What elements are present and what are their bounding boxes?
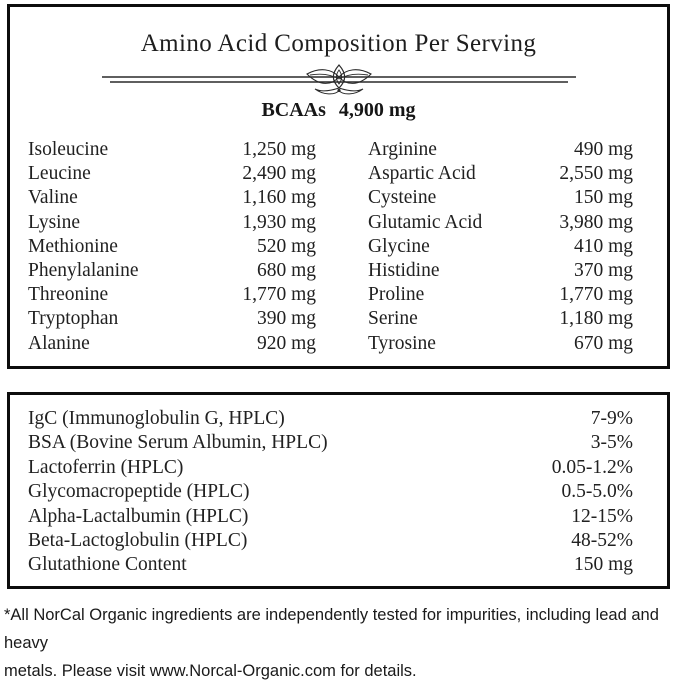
flourish-divider-icon bbox=[102, 64, 576, 96]
table-row bbox=[28, 332, 316, 356]
amino-acid-name: Histidine bbox=[368, 259, 440, 281]
amino-acid-amount: 2,490 mg bbox=[242, 163, 316, 185]
fraction-amount: 12-15% bbox=[571, 505, 633, 527]
table-row bbox=[28, 162, 316, 186]
table-row bbox=[28, 480, 633, 504]
amino-acid-name: Cysteine bbox=[368, 187, 437, 209]
fraction-name: BSA (Bovine Serum Albumin, HPLC) bbox=[28, 432, 328, 454]
amino-acid-amount: 1,180 mg bbox=[559, 308, 633, 330]
amino-acid-name: Serine bbox=[368, 308, 418, 330]
amino-acid-amount: 1,770 mg bbox=[242, 284, 316, 306]
amino-acid-amount: 2,550 mg bbox=[559, 163, 633, 185]
table-row bbox=[28, 553, 633, 577]
amino-acid-amount: 1,770 mg bbox=[559, 284, 633, 306]
table-row bbox=[28, 138, 316, 162]
table-row bbox=[28, 529, 633, 553]
table-row bbox=[368, 211, 633, 235]
lotus-ornament-icon bbox=[307, 65, 371, 94]
amino-acid-column-left bbox=[28, 138, 316, 356]
table-row bbox=[28, 307, 316, 331]
amino-acid-name: Methionine bbox=[28, 235, 118, 257]
amino-acid-name: Threonine bbox=[28, 284, 109, 306]
table-row bbox=[28, 505, 633, 529]
bcaa-total bbox=[10, 99, 667, 122]
fraction-amount: 0.5-5.0% bbox=[561, 481, 633, 503]
protein-fractions-panel bbox=[7, 392, 670, 589]
table-row bbox=[368, 283, 633, 307]
table-row bbox=[28, 186, 316, 210]
protein-fractions-list bbox=[28, 407, 633, 578]
table-row bbox=[368, 259, 633, 283]
fraction-name: IgC (Immunoglobulin G, HPLC) bbox=[28, 408, 285, 429]
table-row bbox=[28, 211, 316, 235]
amino-acid-name: Valine bbox=[28, 187, 78, 209]
bcaa-label: BCAAs bbox=[261, 99, 326, 121]
fraction-name: Lactoferrin (HPLC) bbox=[28, 456, 184, 478]
amino-acid-name: Alanine bbox=[28, 332, 90, 354]
amino-acid-name: Leucine bbox=[28, 163, 91, 185]
table-row bbox=[368, 162, 633, 186]
amino-acid-name: Tyrosine bbox=[368, 332, 436, 354]
amino-acid-name: Aspartic Acid bbox=[368, 163, 476, 185]
footnote-line-1: *All NorCal Organic ingredients are independently tested for impurities, including lead and heavy bbox=[4, 606, 659, 652]
amino-acid-name: Tryptophan bbox=[28, 308, 119, 330]
table-row bbox=[368, 186, 633, 210]
table-row bbox=[28, 259, 316, 283]
fraction-amount: 0.05-1.2% bbox=[551, 456, 633, 478]
amino-acid-amount: 3,980 mg bbox=[559, 211, 633, 233]
table-row bbox=[368, 332, 633, 356]
amino-acid-name: Glycine bbox=[368, 235, 430, 257]
panel-title: Amino Acid Composition Per Serving bbox=[140, 30, 537, 57]
table-row bbox=[368, 307, 633, 331]
amino-acid-amount: 390 mg bbox=[256, 308, 316, 330]
fraction-amount: 48-52% bbox=[571, 529, 633, 551]
fraction-name: Glutathione Content bbox=[28, 554, 187, 576]
amino-acid-amount: 520 mg bbox=[256, 235, 316, 257]
amino-acid-amount: 1,250 mg bbox=[242, 139, 316, 160]
ornamental-divider bbox=[10, 64, 667, 101]
amino-acid-amount: 680 mg bbox=[256, 259, 316, 281]
amino-acid-panel bbox=[7, 4, 670, 369]
amino-acid-name: Lysine bbox=[28, 211, 80, 233]
bcaa-value: 4,900 mg bbox=[338, 99, 416, 121]
table-row bbox=[368, 138, 633, 162]
fraction-amount: 7-9% bbox=[590, 408, 633, 429]
footnote bbox=[4, 601, 676, 685]
amino-acid-amount: 1,160 mg bbox=[242, 187, 316, 209]
amino-acid-name: Glutamic Acid bbox=[368, 211, 483, 233]
amino-acid-amount: 920 mg bbox=[256, 332, 316, 354]
table-row bbox=[368, 235, 633, 259]
amino-acid-column-right bbox=[368, 138, 633, 356]
amino-acid-amount: 490 mg bbox=[573, 139, 633, 160]
fraction-amount: 3-5% bbox=[590, 432, 633, 454]
amino-acid-amount: 410 mg bbox=[573, 235, 633, 257]
amino-acid-name: Arginine bbox=[368, 139, 437, 160]
amino-acid-amount: 370 mg bbox=[573, 259, 633, 281]
amino-acid-amount: 1,930 mg bbox=[242, 211, 316, 233]
amino-acid-name: Isoleucine bbox=[28, 139, 109, 160]
fraction-name: Glycomacropeptide (HPLC) bbox=[28, 481, 250, 503]
table-row bbox=[28, 431, 633, 455]
table-row bbox=[28, 456, 633, 480]
amino-acid-amount: 670 mg bbox=[573, 332, 633, 354]
table-row bbox=[28, 407, 633, 431]
fraction-name: Beta-Lactoglobulin (HPLC) bbox=[28, 529, 248, 551]
amino-acid-name: Proline bbox=[368, 284, 425, 306]
fraction-name: Alpha-Lactalbumin (HPLC) bbox=[28, 505, 249, 527]
fraction-amount: 150 mg bbox=[573, 554, 633, 576]
footnote-line-2: metals. Please visit www.Norcal-Organic.com for details. bbox=[4, 662, 417, 680]
table-row bbox=[28, 235, 316, 259]
amino-acid-name: Phenylalanine bbox=[28, 259, 139, 281]
amino-acid-amount: 150 mg bbox=[573, 187, 633, 209]
table-row bbox=[28, 283, 316, 307]
